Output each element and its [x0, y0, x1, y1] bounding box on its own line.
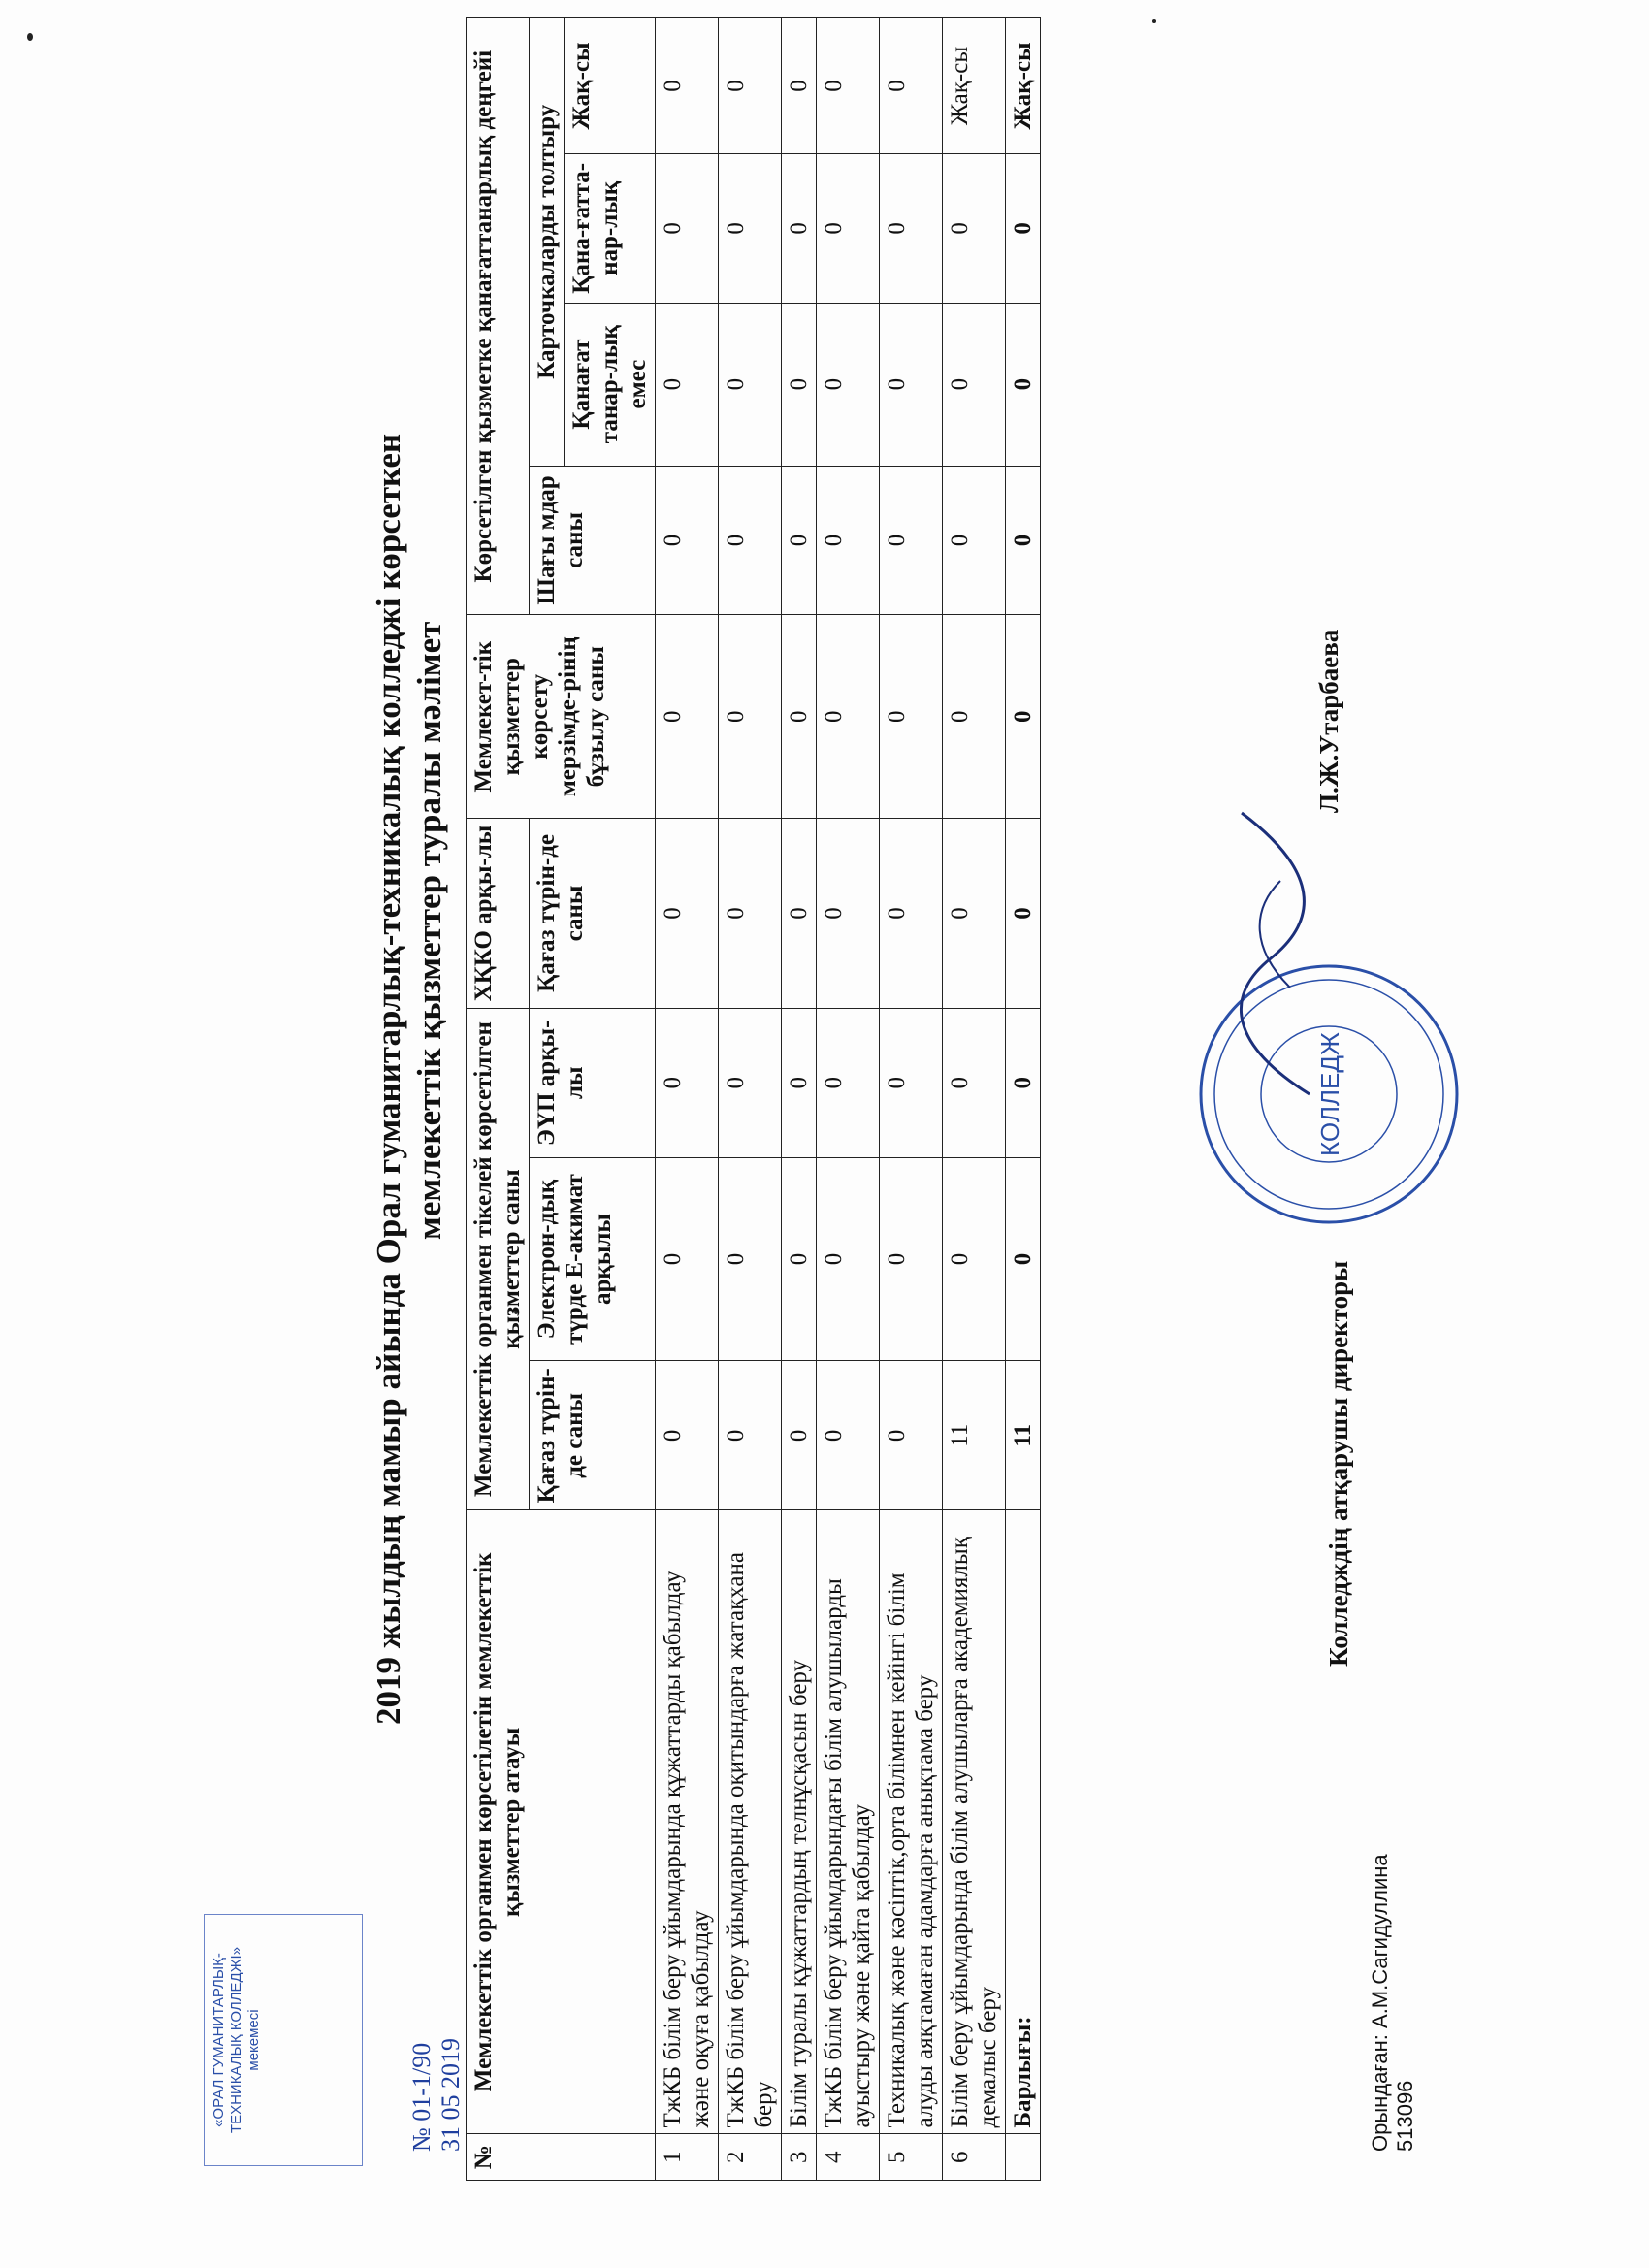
total-eup: 0 — [1006, 1008, 1041, 1157]
header-unsatisfied: Қанағат танар-лық емес — [565, 303, 656, 466]
services-table — [466, 17, 1041, 2181]
total-electronic: 0 — [1006, 1157, 1041, 1361]
cell-unsatisfied: 0 — [719, 303, 782, 466]
cell-complaints: 0 — [817, 466, 880, 615]
cell-hkko: 0 — [880, 819, 943, 1009]
cell-satisfied: 0 — [943, 153, 1006, 303]
executor-phone: 513096 — [1393, 2080, 1417, 2152]
executor-block — [1368, 1854, 1418, 2152]
total-unsatisfied: 0 — [1006, 303, 1041, 466]
header-complaints: Шағы мдар саны — [530, 466, 656, 615]
cell-eup: 0 — [880, 1008, 943, 1157]
cell-hkko: 0 — [817, 819, 880, 1009]
header-hkko-group: ХҚКО арқы-лы — [467, 819, 530, 1009]
document-title — [369, 76, 450, 1725]
cell-complaints: 0 — [880, 466, 943, 615]
cell-paper: 11 — [943, 1361, 1006, 1510]
header-satisfied: Қана-ғатта-нар-лық — [565, 153, 656, 303]
title-line-1: 2019 жылдың мамыр айында Орал гуманитарлық-техникалық колледжі көрсеткен — [370, 433, 407, 1725]
total-num-cell — [1006, 2134, 1041, 2181]
cell-satisfied: 0 — [782, 153, 817, 303]
total-complaints: 0 — [1006, 466, 1041, 615]
total-label: Барлығы: — [1006, 1510, 1041, 2134]
cell-satisfied: 0 — [719, 153, 782, 303]
cell-complaints: 0 — [719, 466, 782, 615]
cell-electronic: 0 — [656, 1157, 719, 1361]
cell-eup: 0 — [656, 1008, 719, 1157]
cell-satisfied: 0 — [656, 153, 719, 303]
total-satisfied: 0 — [1006, 153, 1041, 303]
cell-unsatisfied: 0 — [817, 303, 880, 466]
cell-eup: 0 — [782, 1008, 817, 1157]
cell-paper: 0 — [782, 1361, 817, 1510]
cell-unsatisfied: 0 — [880, 303, 943, 466]
cell-satisfied: 0 — [817, 153, 880, 303]
cell-electronic: 0 — [880, 1157, 943, 1361]
header-num: № — [467, 2134, 656, 2181]
table-row — [880, 18, 943, 2181]
header-satisfaction-group: Көрсетілген қызметке қанағаттанарлық деңгейі — [467, 18, 530, 615]
row-service-name: ТжКБ білім беру ұйымдарында оқитындарға жатақхана беру — [719, 1510, 782, 2134]
reg-date: 31 05 2019 — [436, 2038, 465, 2152]
table-row — [656, 18, 719, 2181]
header-direct-eup: ЭҮП арқы-лы — [530, 1008, 656, 1157]
seal-center-text: КОЛЛЕДЖ — [1315, 1032, 1344, 1156]
row-num: 3 — [782, 2134, 817, 2181]
cell-electronic: 0 — [817, 1157, 880, 1361]
cell-paper: 0 — [817, 1361, 880, 1510]
row-num: 4 — [817, 2134, 880, 2181]
table-row — [943, 18, 1006, 2181]
cell-violations: 0 — [943, 615, 1006, 819]
header-cards-group: Карточкаларды толтыру — [530, 18, 565, 467]
cell-eup: 0 — [719, 1008, 782, 1157]
signer-name: Л.Ж.Утарбаева — [1314, 629, 1343, 813]
total-hkko: 0 — [1006, 819, 1041, 1009]
cell-satisfied: 0 — [880, 153, 943, 303]
row-num: 6 — [943, 2134, 1006, 2181]
header-good: Жақ-сы — [565, 18, 656, 154]
cell-complaints: 0 — [943, 466, 1006, 615]
cell-good: 0 — [880, 18, 943, 154]
cell-paper: 0 — [880, 1361, 943, 1510]
header-row-1 — [467, 18, 530, 2181]
cell-electronic: 0 — [719, 1157, 782, 1361]
cell-hkko: 0 — [943, 819, 1006, 1009]
cell-eup: 0 — [943, 1008, 1006, 1157]
cell-electronic: 0 — [782, 1157, 817, 1361]
stamp-org-text: «ОРАЛ ГУМАНИТАРЛЫҚ-ТЕХНИКАЛЫҚ КОЛЛЕДЖІ» мекемесі — [204, 1914, 363, 2166]
handwritten-signature — [1212, 794, 1329, 1104]
registration-number — [407, 2038, 466, 2152]
row-service-name: Білім беру ұйымдарында білім алушыларға академиялық демалыс беру — [943, 1510, 1006, 2134]
header-direct-electronic: Электрон-дық түрде Е-акимат арқылы — [530, 1157, 656, 1361]
cell-complaints: 0 — [782, 466, 817, 615]
cell-violations: 0 — [782, 615, 817, 819]
cell-paper: 0 — [719, 1361, 782, 1510]
cell-good: 0 — [719, 18, 782, 154]
cell-unsatisfied: 0 — [943, 303, 1006, 466]
reg-number: № 01-1/90 — [407, 2042, 436, 2152]
registration-stamp — [204, 1914, 427, 2166]
cell-unsatisfied: 0 — [656, 303, 719, 466]
total-violations: 0 — [1006, 615, 1041, 819]
header-direct-paper: Қағаз түрін-де саны — [530, 1361, 656, 1510]
cell-hkko: 0 — [782, 819, 817, 1009]
row-service-name: Техникалық және кәсіптік,орта білімнен кейінгі білім алуды аяқтамаған адамдарға анықтама беру — [880, 1510, 943, 2134]
total-row — [1006, 18, 1041, 2181]
row-num: 1 — [656, 2134, 719, 2181]
cell-good: 0 — [656, 18, 719, 154]
table-row — [817, 18, 880, 2181]
table-row — [782, 18, 817, 2181]
row-service-name: Білім туралы құжаттардың телнұсқасын беру — [782, 1510, 817, 2134]
row-service-name: ТжКБ білім беру ұйымдарындағы білім алушыларды ауыстыру және қайта қабылдау — [817, 1510, 880, 2134]
row-num: 5 — [880, 2134, 943, 2181]
cell-paper: 0 — [656, 1361, 719, 1510]
cell-violations: 0 — [719, 615, 782, 819]
cell-good: 0 — [782, 18, 817, 154]
cell-violations: 0 — [817, 615, 880, 819]
header-violations: Мемлекет-тік қызметтер көрсету мерзімде-рінің бұзылу саны — [467, 615, 656, 819]
executor-name: Орындаған: А.М.Сагидуллина — [1368, 1854, 1392, 2152]
table-row — [719, 18, 782, 2181]
header-service-name: Мемлекеттік органмен көрсетілетін мемлекеттік қызметтер атауы — [467, 1510, 656, 2134]
cell-hkko: 0 — [656, 819, 719, 1009]
cell-unsatisfied: 0 — [782, 303, 817, 466]
total-good: Жақ-сы — [1006, 18, 1041, 154]
title-line-2: мемлекеттік қызметтер туралы мәлімет — [410, 621, 448, 1240]
row-service-name: ТжКБ білім беру ұйымдарында құжаттарды қабылдау және оқуға қабылдау — [656, 1510, 719, 2134]
cell-eup: 0 — [817, 1008, 880, 1157]
cell-good: 0 — [817, 18, 880, 154]
cell-good: Жақ-сы — [943, 18, 1006, 154]
cell-electronic: 0 — [943, 1157, 1006, 1361]
total-paper: 11 — [1006, 1361, 1041, 1510]
cell-complaints: 0 — [656, 466, 719, 615]
row-num: 2 — [719, 2134, 782, 2181]
signer-position: Колледждің атқарушы директоры — [1324, 1260, 1353, 1667]
header-direct-group: Мемлекеттік органмен тікелей көрсетілген қызметтер саны — [467, 1008, 530, 1509]
cell-violations: 0 — [880, 615, 943, 819]
cell-violations: 0 — [656, 615, 719, 819]
cell-hkko: 0 — [719, 819, 782, 1009]
header-hkko-paper: Қағаз түрін-де саны — [530, 819, 656, 1009]
